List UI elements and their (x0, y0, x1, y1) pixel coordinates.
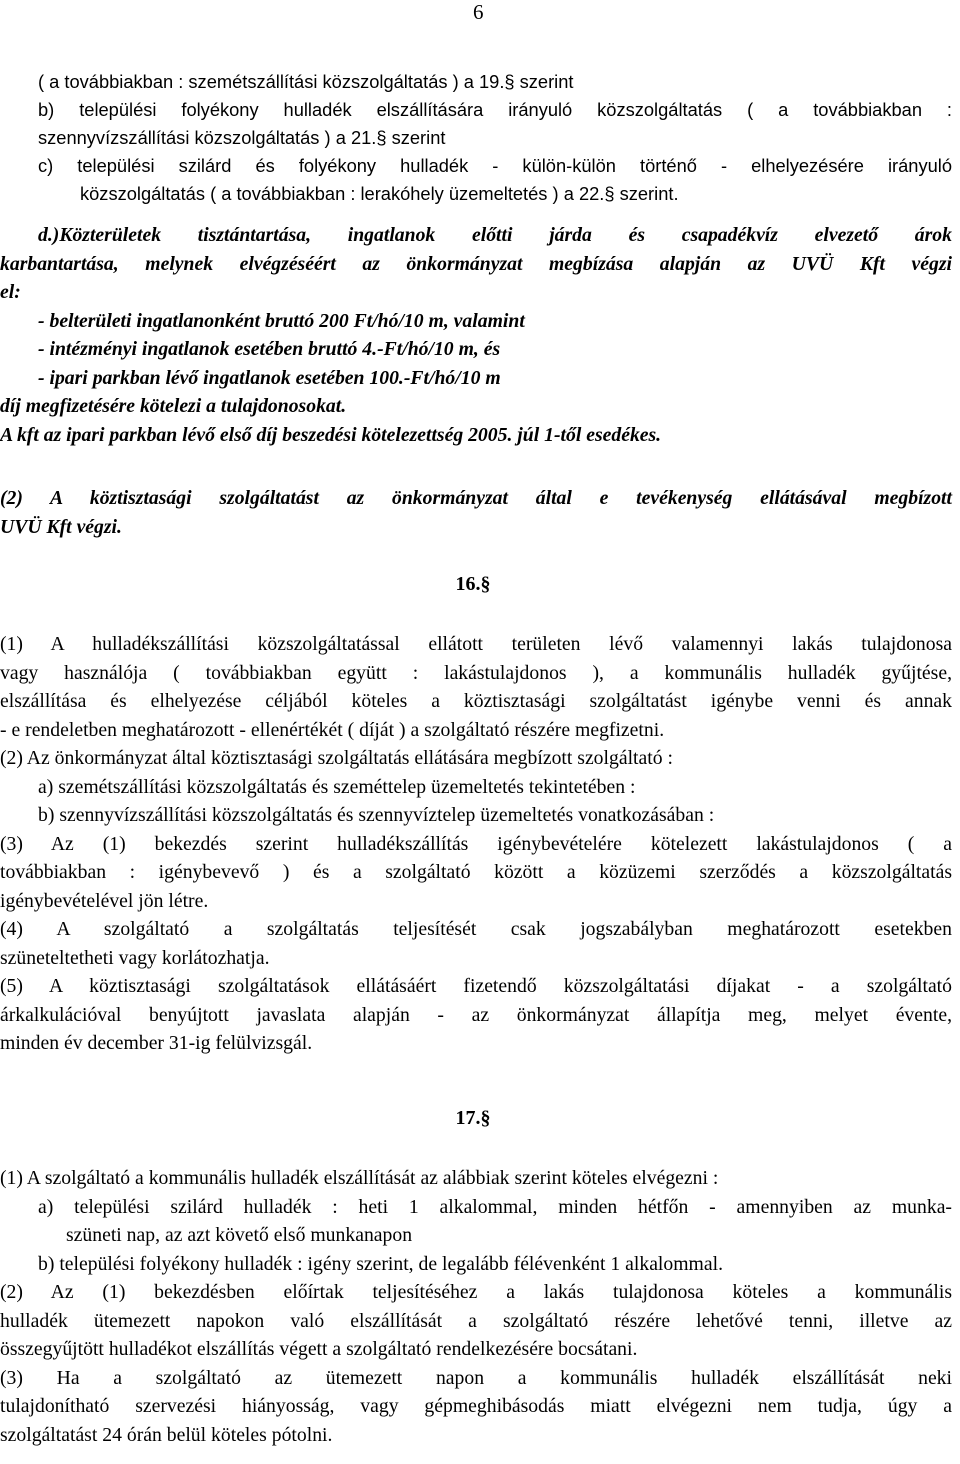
s17-line: (2) Az (1) bekezdésben előírtak teljesítéséhez a lakás tulajdonosa köteles a kommunális (0, 1281, 952, 1303)
s16-line: (5) A köztisztasági szolgáltatások ellátásáért fizetendő közszolgáltatási díjakat - a szolgáltató (0, 975, 952, 997)
s17-line: szolgáltatást 24 órán belül köteles pótolni. (0, 1423, 333, 1446)
s16-line: igénybevételével jön létre. (0, 889, 209, 912)
s17-line: (1) A szolgáltató a kommunális hulladék elszállítását az alábbiak szerint köteles elvégezni : (0, 1167, 719, 1189)
section-17-heading: 17.§ (455, 1107, 491, 1129)
item-d-para2 (0, 484, 952, 541)
fee-dash-item: - intézményi ingatlanok esetében bruttó 4.-Ft/hó/10 m, és (38, 338, 501, 360)
s16-line: elszállítása és elhelyezése céljából köteles a köztisztasági szolgáltatást igénybe venni és annak (0, 690, 952, 712)
para2-line: (2) A köztisztasági szolgáltatást az önkormányzat által e tevékenység ellátásával megbízott (0, 487, 952, 509)
section-16-body (0, 630, 952, 1058)
section-17-body (0, 1164, 952, 1449)
item-d-line: d.)Közterületek tisztántartása, ingatlanok előtti járda és csapadékvíz elvezető árok (38, 224, 952, 246)
s16-line: (4) A szolgáltató a szolgáltatás teljesítését csak jogszabályban meghatározott esetekben (0, 918, 952, 940)
intro-line: c) települési szilárd és folyékony hulladék - külön-külön történő - elhelyezésére irányuló (38, 155, 952, 176)
item-d-after-line: A kft az ipari parkban lévő első díj beszedési kötelezettség 2005. júl 1-től esedékes. (0, 423, 662, 446)
s16-line: vagy használója ( továbbiakban együtt : lakástulajdonos ), a kommunális hulladék gyűjtése, (0, 661, 952, 684)
s17-line: b) települési folyékony hulladék : igény szerint, de legalább félévenként 1 alkalommal. (38, 1252, 724, 1275)
section-16-heading: 16.§ (455, 573, 491, 595)
para2-line: UVÜ Kft végzi. (0, 515, 122, 538)
s16-line: a) szemétszállítási közszolgáltatás és szeméttelep üzemeltetés tekintetében : (38, 775, 636, 798)
s16-line: (3) Az (1) bekezdés szerint hulladékszállítás igénybevételére kötelezett lakástulajdonos ( a (0, 832, 952, 855)
item-d-block (0, 221, 952, 449)
intro-line: szennyvízszállítási közszolgáltatás ) a 21.§ szerint (38, 127, 446, 148)
s17-line: tulajdonítható szervezési hiányosság, vagy gépmeghibásodás miatt elvégezni nem tudja, úgy a (0, 1395, 952, 1417)
s17-line: a) települési szilárd hulladék : heti 1 alkalommal, minden hétfőn - amennyiben az munka- (38, 1195, 952, 1218)
intro-line: b) települési folyékony hulladék elszállítására irányuló közszolgáltatás ( a továbbiakban : (38, 99, 952, 120)
item-d-line: el: (0, 281, 21, 303)
intro-line: közszolgáltatás ( a továbbiakban : lerakóhely üzemeltetés ) a 22.§ szerint. (80, 183, 679, 204)
item-d-line: karbantartása, melynek elvégzéséért az önkormányzat megbízása alapján az UVÜ Kft végzi (0, 252, 952, 275)
s16-line: b) szennyvízszállítási közszolgáltatás és szennyvíztelep üzemeltetés vonatkozásában : (38, 804, 715, 826)
s16-line: minden év december 31-ig felülvizsgál. (0, 1032, 313, 1054)
fee-dash-item: - belterületi ingatlanonként bruttó 200 Ft/hó/10 m, valamint (38, 309, 525, 332)
s17-line: összegyűjtött hulladékot elszállítás végett a szolgáltató rendelkezésére bocsátani. (0, 1338, 638, 1360)
fee-dash-item: - ipari parkban lévő ingatlanok esetében 100.-Ft/hó/10 m (38, 366, 501, 389)
s17-line: (3) Ha a szolgáltató az ütemezett napon a kommunális hulladék elszállítását neki (0, 1366, 952, 1389)
s16-line: (1) A hulladékszállítási közszolgáltatással ellátott területen lévő valamennyi lakás tulajdonosa (0, 633, 952, 655)
s17-line: szüneti nap, az azt követő első munkanapon (66, 1224, 413, 1246)
intro-block (0, 68, 952, 208)
intro-line: ( a továbbiakban : szemétszállítási közszolgáltatás ) a 19.§ szerint (38, 71, 574, 92)
s16-line: árkalkulációval benyújtott javaslata alapján - az önkormányzat állapítja meg, melyet évente, (0, 1003, 952, 1026)
s16-line: (2) Az önkormányzat által köztisztasági szolgáltatás ellátására megbízott szolgáltató : (0, 747, 673, 769)
s16-line: - e rendeletben meghatározott - ellenértékét ( díját ) a szolgáltató részére megfizetni. (0, 718, 665, 741)
item-d-after-line: díj megfizetésére kötelezi a tulajdonosokat. (0, 395, 347, 417)
s16-line: továbbiakban : igénybevevő ) és a szolgáltató között a közüzemi szerződés a közszolgáltatás (0, 861, 952, 883)
page-number: 6 (473, 0, 484, 24)
s17-line: hulladék ütemezett napokon való elszállítását a szolgáltató részére lehetővé tenni, illetve az (0, 1309, 952, 1332)
s16-line: szüneteltetheti vagy korlátozhatja. (0, 946, 270, 969)
